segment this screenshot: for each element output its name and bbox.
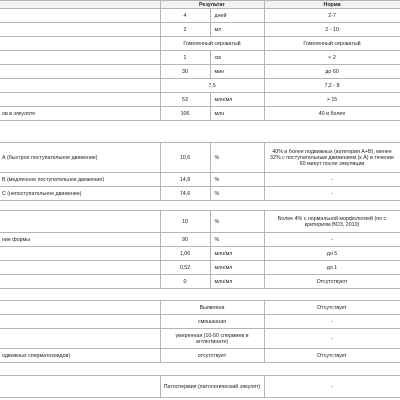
morphology-norm: Более 4% с нормальной морфологией (по с критериям ВОЗ, 2010) [264, 211, 400, 233]
row-label [0, 261, 160, 275]
row-value: отсутствует [160, 349, 264, 363]
row-unit: млн/мл [210, 261, 264, 275]
table-row [0, 261, 400, 275]
row-label [0, 315, 160, 329]
table-row [0, 37, 400, 51]
table-row [0, 211, 400, 233]
row-norm: до 5 [264, 247, 400, 261]
row-label: одвижных сперматозоидов) [0, 349, 160, 363]
row-value: 4 [160, 9, 210, 23]
row-value: 7,5 [160, 79, 264, 93]
table-row [0, 173, 400, 187]
row-norm: Гомогенный сероватый [264, 37, 400, 51]
table-row [0, 349, 400, 363]
row-unit: мин [210, 65, 264, 79]
row-label [0, 37, 160, 51]
row-unit: млн/мл [210, 247, 264, 261]
row-label [0, 51, 160, 65]
row-unit: % [210, 187, 264, 201]
result-header: Результат [160, 1, 264, 9]
row-value: умеренная (10-50 спермиев в агтлютинате) [160, 329, 264, 349]
table-row [0, 107, 400, 121]
row-unit: % [210, 211, 264, 233]
header-row [0, 1, 400, 9]
row-label: А (быстрое поступательное движение) [0, 143, 160, 173]
row-value: 106 [160, 107, 210, 121]
table-row [0, 23, 400, 37]
norm-header: Норма [264, 1, 400, 9]
row-value: смешанная [160, 315, 264, 329]
row-norm: 2-7 [264, 9, 400, 23]
row-value: Гомогенный сероватый [160, 37, 264, 51]
row-label: ние формы [0, 233, 160, 247]
row-norm: Отсутствует [264, 301, 400, 315]
table-row [0, 93, 400, 107]
row-label: ов в эякуляте [0, 107, 160, 121]
row-value: Выявлена [160, 301, 264, 315]
row-norm: до 1 [264, 261, 400, 275]
table-row [0, 187, 400, 201]
motility-norm: 40% и более подвижных (категория А+В), менее 32% с поступательным движением (к А) в течение 60 минут после эякуляции [264, 143, 400, 173]
row-unit: % [210, 143, 264, 173]
row-value: 90 [160, 233, 210, 247]
row-label: В (медленное поступательное движение) [0, 173, 160, 187]
conclusion-table [0, 375, 400, 398]
table-row [0, 315, 400, 329]
row-unit: мл [210, 23, 264, 37]
row-unit: млн [210, 107, 264, 121]
row-value: 1 [160, 51, 210, 65]
motility-table [0, 142, 400, 201]
row-value: 0 [160, 275, 210, 289]
row-norm: до 60 [264, 65, 400, 79]
table-row [0, 65, 400, 79]
row-unit: дней [210, 9, 264, 23]
row-label [0, 79, 160, 93]
row-norm: < 2 [264, 51, 400, 65]
row-norm: - [264, 315, 400, 329]
basic-parameters-table [0, 0, 400, 121]
row-norm: - [264, 233, 400, 247]
row-norm: Отсутствует [264, 349, 400, 363]
row-value: 14,8 [160, 173, 210, 187]
row-label [0, 65, 160, 79]
row-value: 0,52 [160, 261, 210, 275]
table-row [0, 143, 400, 173]
table-row [0, 247, 400, 261]
row-unit: % [210, 173, 264, 187]
table-row [0, 376, 400, 398]
row-label [0, 93, 160, 107]
row-label [0, 9, 160, 23]
row-value: 2 [160, 23, 210, 37]
row-value: 74,6 [160, 187, 210, 201]
row-label [0, 23, 160, 37]
table-row [0, 9, 400, 23]
table-row [0, 51, 400, 65]
row-label [0, 275, 160, 289]
row-value: 30 [160, 65, 210, 79]
table-row [0, 233, 400, 247]
row-unit: см [210, 51, 264, 65]
row-norm: 40 и более [264, 107, 400, 121]
row-value: 53 [160, 93, 210, 107]
row-label: С (непоступательное движение) [0, 187, 160, 201]
row-norm: - [264, 173, 400, 187]
row-value: 10,6 [160, 143, 210, 173]
row-norm: - [264, 376, 400, 398]
table-row [0, 79, 400, 93]
row-norm: 2 - 10 [264, 23, 400, 37]
row-unit: млн/мл [210, 275, 264, 289]
row-label [0, 376, 160, 398]
table-row [0, 275, 400, 289]
table-row [0, 301, 400, 315]
row-value: 10 [160, 211, 210, 233]
row-unit: % [210, 233, 264, 247]
row-label [0, 329, 160, 349]
row-norm: - [264, 187, 400, 201]
agglutination-table [0, 300, 400, 363]
row-norm: Отсутствуют [264, 275, 400, 289]
conclusion-value: Патоспермия (патологический эякулят) [160, 376, 264, 398]
row-norm: 7,2 - 8 [264, 79, 400, 93]
row-value: 1,06 [160, 247, 210, 261]
row-norm: > 15 [264, 93, 400, 107]
table-row [0, 329, 400, 349]
row-norm: - [264, 329, 400, 349]
row-unit: млн/мл [210, 93, 264, 107]
row-label [0, 301, 160, 315]
row-label [0, 211, 160, 233]
row-label [0, 247, 160, 261]
morphology-table [0, 210, 400, 289]
